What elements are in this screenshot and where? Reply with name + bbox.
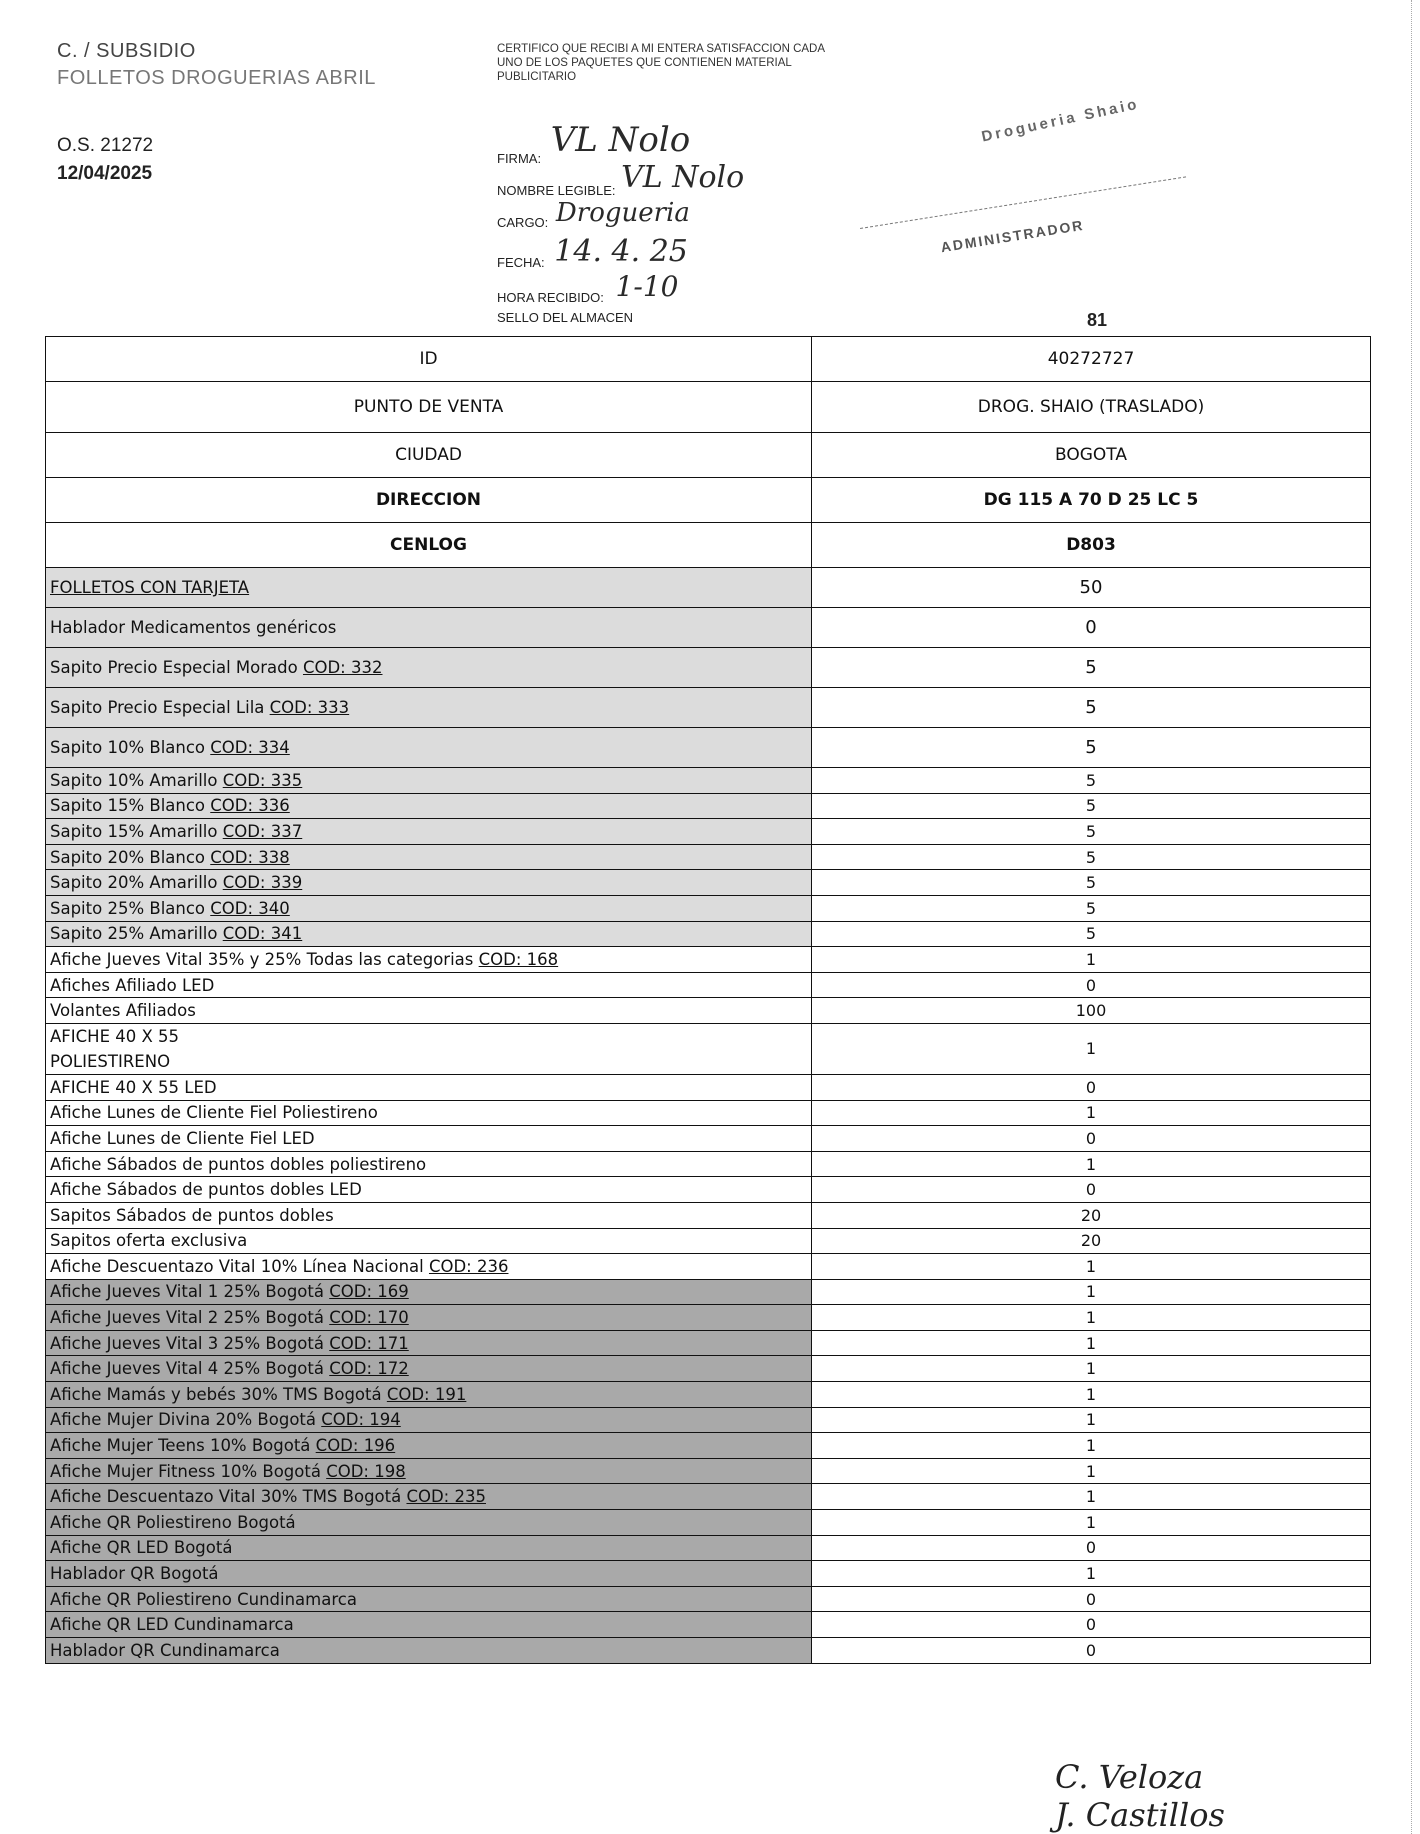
info-row bbox=[46, 382, 1371, 433]
item-name-cell bbox=[46, 768, 812, 794]
info-label: CIUDAD bbox=[46, 433, 812, 478]
item-name: Sapito Precio Especial Morado bbox=[50, 658, 303, 677]
item-code: COD: 171 bbox=[329, 1333, 409, 1353]
item-code: COD: 198 bbox=[326, 1461, 406, 1481]
item-quantity: 5 bbox=[812, 921, 1371, 947]
footer-signature-line1: C. Veloza bbox=[1055, 1758, 1204, 1796]
table-row bbox=[46, 1612, 1371, 1638]
item-code: COD: 191 bbox=[386, 1384, 467, 1404]
item-name: AFICHE 40 X 55 bbox=[50, 1026, 180, 1046]
item-name: Afiche Lunes de Cliente Fiel Poliestireno bbox=[50, 1103, 378, 1123]
table-row bbox=[46, 819, 1371, 845]
info-label: CENLOG bbox=[46, 523, 812, 568]
item-quantity: 5 bbox=[812, 870, 1371, 896]
item-quantity: 1 bbox=[812, 1561, 1371, 1587]
items-section bbox=[46, 568, 1371, 1664]
item-name: Afiche Mujer Divina 20% Bogotá bbox=[50, 1410, 322, 1430]
order-block bbox=[57, 132, 153, 188]
item-quantity: 20 bbox=[812, 1228, 1371, 1254]
item-quantity: 1 bbox=[812, 1407, 1371, 1433]
table-row bbox=[46, 1330, 1371, 1356]
item-name: Afiche Jueves Vital 35% y 25% Todas las categorias bbox=[50, 949, 479, 969]
nombre-value: VL Nolo bbox=[621, 160, 745, 195]
item-name: Afiche Descuentazo Vital 10% Línea Nacional bbox=[50, 1256, 429, 1276]
item-name: Afiche Mujer Teens 10% Bogotá bbox=[50, 1436, 316, 1456]
item-quantity: 5 bbox=[812, 844, 1371, 870]
item-name: Sapito 25% Amarillo bbox=[50, 924, 223, 944]
page-number: 81 bbox=[1087, 310, 1108, 330]
item-name-cell bbox=[46, 608, 812, 648]
item-name-cell bbox=[46, 1100, 812, 1126]
item-name: Sapito 20% Blanco bbox=[50, 847, 211, 867]
item-quantity: 1 bbox=[812, 1510, 1371, 1536]
item-code: COD: 338 bbox=[210, 847, 290, 867]
table-row bbox=[46, 688, 1371, 728]
item-code: COD: 196 bbox=[315, 1436, 396, 1456]
table-row bbox=[46, 1484, 1371, 1510]
item-quantity: 0 bbox=[812, 1586, 1371, 1612]
admin-stamp: ADMINISTRADOR bbox=[939, 216, 1086, 256]
item-name-cell bbox=[46, 1202, 812, 1228]
item-quantity: 5 bbox=[812, 768, 1371, 794]
table-row bbox=[46, 608, 1371, 648]
item-name-cell bbox=[46, 921, 812, 947]
item-quantity: 1 bbox=[812, 1382, 1371, 1408]
item-name-cell bbox=[46, 1279, 812, 1305]
item-name-cell bbox=[46, 895, 812, 921]
info-value: D803 bbox=[812, 523, 1371, 568]
item-name-cell bbox=[46, 1228, 812, 1254]
item-quantity: 5 bbox=[812, 728, 1371, 768]
info-section bbox=[46, 337, 1371, 568]
table-row bbox=[46, 1100, 1371, 1126]
item-quantity: 5 bbox=[812, 688, 1371, 728]
item-name-cell bbox=[46, 1561, 812, 1587]
table-row bbox=[46, 728, 1371, 768]
item-name-cell bbox=[46, 1126, 812, 1152]
item-name: Afiches Afiliado LED bbox=[50, 975, 215, 995]
header-block bbox=[57, 38, 376, 92]
item-name-cell bbox=[46, 568, 812, 608]
item-name: Sapito 20% Amarillo bbox=[50, 873, 223, 893]
item-code: COD: 170 bbox=[329, 1308, 409, 1328]
table-row bbox=[46, 1202, 1371, 1228]
item-quantity: 1 bbox=[812, 1151, 1371, 1177]
item-name: Sapito 25% Blanco bbox=[50, 898, 211, 918]
item-code: COD: 169 bbox=[329, 1282, 409, 1302]
item-quantity: 50 bbox=[812, 568, 1371, 608]
item-name-cell bbox=[46, 1510, 812, 1536]
table-row bbox=[46, 1254, 1371, 1280]
item-name: Hablador QR Bogotá bbox=[50, 1564, 219, 1584]
item-quantity: 0 bbox=[812, 608, 1371, 648]
table-row bbox=[46, 895, 1371, 921]
fecha-label: FECHA: bbox=[497, 255, 545, 270]
material-table bbox=[45, 336, 1371, 1664]
item-name: Afiche Jueves Vital 4 25% Bogotá bbox=[50, 1359, 330, 1379]
item-name-cell bbox=[46, 648, 812, 688]
table-row bbox=[46, 1458, 1371, 1484]
item-name: Volantes Afiliados bbox=[50, 1001, 196, 1021]
footer-signature bbox=[1055, 1758, 1225, 1834]
item-name: Afiche Lunes de Cliente Fiel LED bbox=[50, 1128, 315, 1148]
item-quantity: 0 bbox=[812, 972, 1371, 998]
item-quantity: 5 bbox=[812, 648, 1371, 688]
item-name: Sapito Precio Especial Lila bbox=[50, 698, 270, 717]
item-name-cell bbox=[46, 947, 812, 973]
sello-label: SELLO DEL ALMACEN bbox=[497, 310, 634, 325]
table-row bbox=[46, 793, 1371, 819]
info-row bbox=[46, 523, 1371, 568]
info-value: 40272727 bbox=[812, 337, 1371, 382]
item-name-cell bbox=[46, 1638, 812, 1664]
item-name: Afiche Jueves Vital 1 25% Bogotá bbox=[50, 1282, 330, 1302]
item-name-cell bbox=[46, 1535, 812, 1561]
table-row bbox=[46, 1382, 1371, 1408]
info-label: ID bbox=[46, 337, 812, 382]
item-code: COD: 334 bbox=[210, 738, 290, 757]
item-quantity: 5 bbox=[812, 819, 1371, 845]
cargo-label: CARGO: bbox=[497, 215, 549, 230]
item-quantity: 1 bbox=[812, 1023, 1371, 1074]
item-code: COD: 333 bbox=[269, 698, 350, 717]
item-code: COD: 341 bbox=[222, 924, 303, 944]
item-name: Sapito 15% Blanco bbox=[50, 796, 211, 816]
header-line2: FOLLETOS DROGUERIAS ABRIL bbox=[57, 67, 376, 89]
table-row bbox=[46, 1638, 1371, 1664]
item-name-cell bbox=[46, 1023, 812, 1074]
item-quantity: 5 bbox=[812, 793, 1371, 819]
order-date: 12/04/2025 bbox=[57, 163, 153, 184]
item-name: Afiche QR LED Bogotá bbox=[50, 1538, 233, 1558]
table-row bbox=[46, 1279, 1371, 1305]
info-value: DG 115 A 70 D 25 LC 5 bbox=[812, 478, 1371, 523]
item-code: COD: 335 bbox=[222, 770, 303, 790]
table-row bbox=[46, 947, 1371, 973]
item-quantity: 5 bbox=[812, 895, 1371, 921]
item-quantity: 0 bbox=[812, 1126, 1371, 1152]
store-stamp: Drogueria Shaio bbox=[979, 95, 1141, 146]
item-name: AFICHE 40 X 55 LED bbox=[50, 1077, 217, 1097]
order-number: O.S. 21272 bbox=[57, 135, 154, 156]
item-name: Sapito 10% Amarillo bbox=[50, 770, 223, 790]
table-row bbox=[46, 844, 1371, 870]
item-name: Sapito 15% Amarillo bbox=[50, 821, 223, 841]
table-row bbox=[46, 1561, 1371, 1587]
item-name: Afiche Mujer Fitness 10% Bogotá bbox=[50, 1461, 327, 1481]
item-code: COD: 236 bbox=[428, 1256, 509, 1276]
item-name: Afiche Sábados de puntos dobles LED bbox=[50, 1180, 362, 1200]
item-code: COD: 332 bbox=[302, 658, 383, 677]
stamp-line bbox=[860, 176, 1186, 229]
item-name-cell bbox=[46, 998, 812, 1024]
item-code: COD: 194 bbox=[321, 1410, 401, 1430]
item-name: Sapito 10% Blanco bbox=[50, 738, 211, 757]
item-name-cell bbox=[46, 728, 812, 768]
item-quantity: 100 bbox=[812, 998, 1371, 1024]
item-name-cell bbox=[46, 844, 812, 870]
item-code: COD: 339 bbox=[222, 873, 303, 893]
item-name: Afiche Jueves Vital 3 25% Bogotá bbox=[50, 1333, 330, 1353]
item-name-cell bbox=[46, 1074, 812, 1100]
info-row bbox=[46, 478, 1371, 523]
header-line1: C. / SUBSIDIO bbox=[57, 40, 196, 62]
item-name: Afiche QR LED Cundinamarca bbox=[50, 1615, 294, 1635]
item-code: COD: 172 bbox=[329, 1359, 409, 1379]
item-quantity: 1 bbox=[812, 1279, 1371, 1305]
item-name-cell bbox=[46, 1612, 812, 1638]
item-quantity: 1 bbox=[812, 947, 1371, 973]
nombre-label: NOMBRE LEGIBLE: bbox=[497, 183, 616, 198]
info-value: BOGOTA bbox=[812, 433, 1371, 478]
table-row bbox=[46, 921, 1371, 947]
item-code: COD: 340 bbox=[210, 898, 290, 918]
item-name: FOLLETOS CON TARJETA bbox=[50, 578, 250, 597]
info-label: PUNTO DE VENTA bbox=[46, 382, 812, 433]
item-name: Afiche QR Poliestireno Bogotá bbox=[50, 1512, 296, 1532]
item-name-cell bbox=[46, 1330, 812, 1356]
item-quantity: 1 bbox=[812, 1484, 1371, 1510]
table-row bbox=[46, 1433, 1371, 1459]
table-row bbox=[46, 1151, 1371, 1177]
footer-signature-line2: J. Castillos bbox=[1055, 1796, 1225, 1834]
item-quantity: 0 bbox=[812, 1535, 1371, 1561]
item-name-cell bbox=[46, 1458, 812, 1484]
fecha-value: 14. 4. 25 bbox=[554, 234, 688, 269]
item-name-cell bbox=[46, 1151, 812, 1177]
item-name-line2: POLIESTIRENO bbox=[50, 1051, 171, 1071]
item-name: Hablador Medicamentos genéricos bbox=[50, 618, 337, 637]
item-name: Afiche Descuentazo Vital 30% TMS Bogotá bbox=[50, 1487, 407, 1507]
table-row bbox=[46, 768, 1371, 794]
cargo-value: Drogueria bbox=[555, 198, 690, 228]
item-name-cell bbox=[46, 688, 812, 728]
item-name-cell bbox=[46, 1382, 812, 1408]
item-name: Afiche Mamás y bebés 30% TMS Bogotá bbox=[50, 1384, 387, 1404]
item-name-cell bbox=[46, 793, 812, 819]
table-row bbox=[46, 1177, 1371, 1203]
item-quantity: 1 bbox=[812, 1254, 1371, 1280]
certificate-text: CERTIFICO QUE RECIBI A MI ENTERA SATISFACCION CADA UNO DE LOS PAQUETES QUE CONTIENEN MATERIAL PUBLICITARIO bbox=[497, 43, 825, 83]
table-row bbox=[46, 1305, 1371, 1331]
hora-label: HORA RECIBIDO: bbox=[497, 290, 604, 305]
item-code: COD: 168 bbox=[478, 949, 559, 969]
item-name-cell bbox=[46, 870, 812, 896]
table-row bbox=[46, 1535, 1371, 1561]
table-row bbox=[46, 1356, 1371, 1382]
item-quantity: 20 bbox=[812, 1202, 1371, 1228]
item-name: Sapitos Sábados de puntos dobles bbox=[50, 1205, 334, 1225]
item-name-cell bbox=[46, 1433, 812, 1459]
table-row bbox=[46, 1074, 1371, 1100]
table-row bbox=[46, 1228, 1371, 1254]
table-row bbox=[46, 1407, 1371, 1433]
item-name-cell bbox=[46, 1254, 812, 1280]
item-name-cell bbox=[46, 1586, 812, 1612]
item-quantity: 0 bbox=[812, 1612, 1371, 1638]
table-row bbox=[46, 1586, 1371, 1612]
info-row bbox=[46, 337, 1371, 382]
item-code: COD: 235 bbox=[406, 1487, 486, 1507]
table-row bbox=[46, 998, 1371, 1024]
info-row bbox=[46, 433, 1371, 478]
page-edge bbox=[1410, 0, 1412, 1834]
table-row bbox=[46, 1510, 1371, 1536]
item-quantity: 0 bbox=[812, 1638, 1371, 1664]
item-name-cell bbox=[46, 972, 812, 998]
item-quantity: 1 bbox=[812, 1330, 1371, 1356]
table-row bbox=[46, 1126, 1371, 1152]
item-name: Afiche Sábados de puntos dobles poliestireno bbox=[50, 1154, 427, 1174]
info-label: DIRECCION bbox=[46, 478, 812, 523]
item-name: Afiche QR Poliestireno Cundinamarca bbox=[50, 1589, 357, 1609]
table-row bbox=[46, 568, 1371, 608]
item-name-cell bbox=[46, 1177, 812, 1203]
item-quantity: 1 bbox=[812, 1433, 1371, 1459]
item-name-cell bbox=[46, 1305, 812, 1331]
item-quantity: 1 bbox=[812, 1356, 1371, 1382]
table-row bbox=[46, 972, 1371, 998]
item-code: COD: 336 bbox=[210, 796, 290, 816]
item-name-cell bbox=[46, 1356, 812, 1382]
info-value: DROG. SHAIO (TRASLADO) bbox=[812, 382, 1371, 433]
item-quantity: 1 bbox=[812, 1305, 1371, 1331]
item-name: Hablador QR Cundinamarca bbox=[50, 1640, 280, 1660]
item-quantity: 0 bbox=[812, 1074, 1371, 1100]
item-name-cell bbox=[46, 819, 812, 845]
table-row bbox=[46, 1023, 1371, 1074]
item-quantity: 1 bbox=[812, 1100, 1371, 1126]
item-name: Afiche Jueves Vital 2 25% Bogotá bbox=[50, 1308, 330, 1328]
table-row bbox=[46, 870, 1371, 896]
hora-value: 1-10 bbox=[615, 270, 679, 303]
item-name-cell bbox=[46, 1407, 812, 1433]
firma-value: VL Nolo bbox=[550, 120, 691, 160]
firma-label: FIRMA: bbox=[497, 151, 542, 166]
item-quantity: 1 bbox=[812, 1458, 1371, 1484]
item-name: Sapitos oferta exclusiva bbox=[50, 1231, 248, 1251]
item-quantity: 0 bbox=[812, 1177, 1371, 1203]
table-row bbox=[46, 648, 1371, 688]
item-code: COD: 337 bbox=[222, 821, 303, 841]
item-name-cell bbox=[46, 1484, 812, 1510]
